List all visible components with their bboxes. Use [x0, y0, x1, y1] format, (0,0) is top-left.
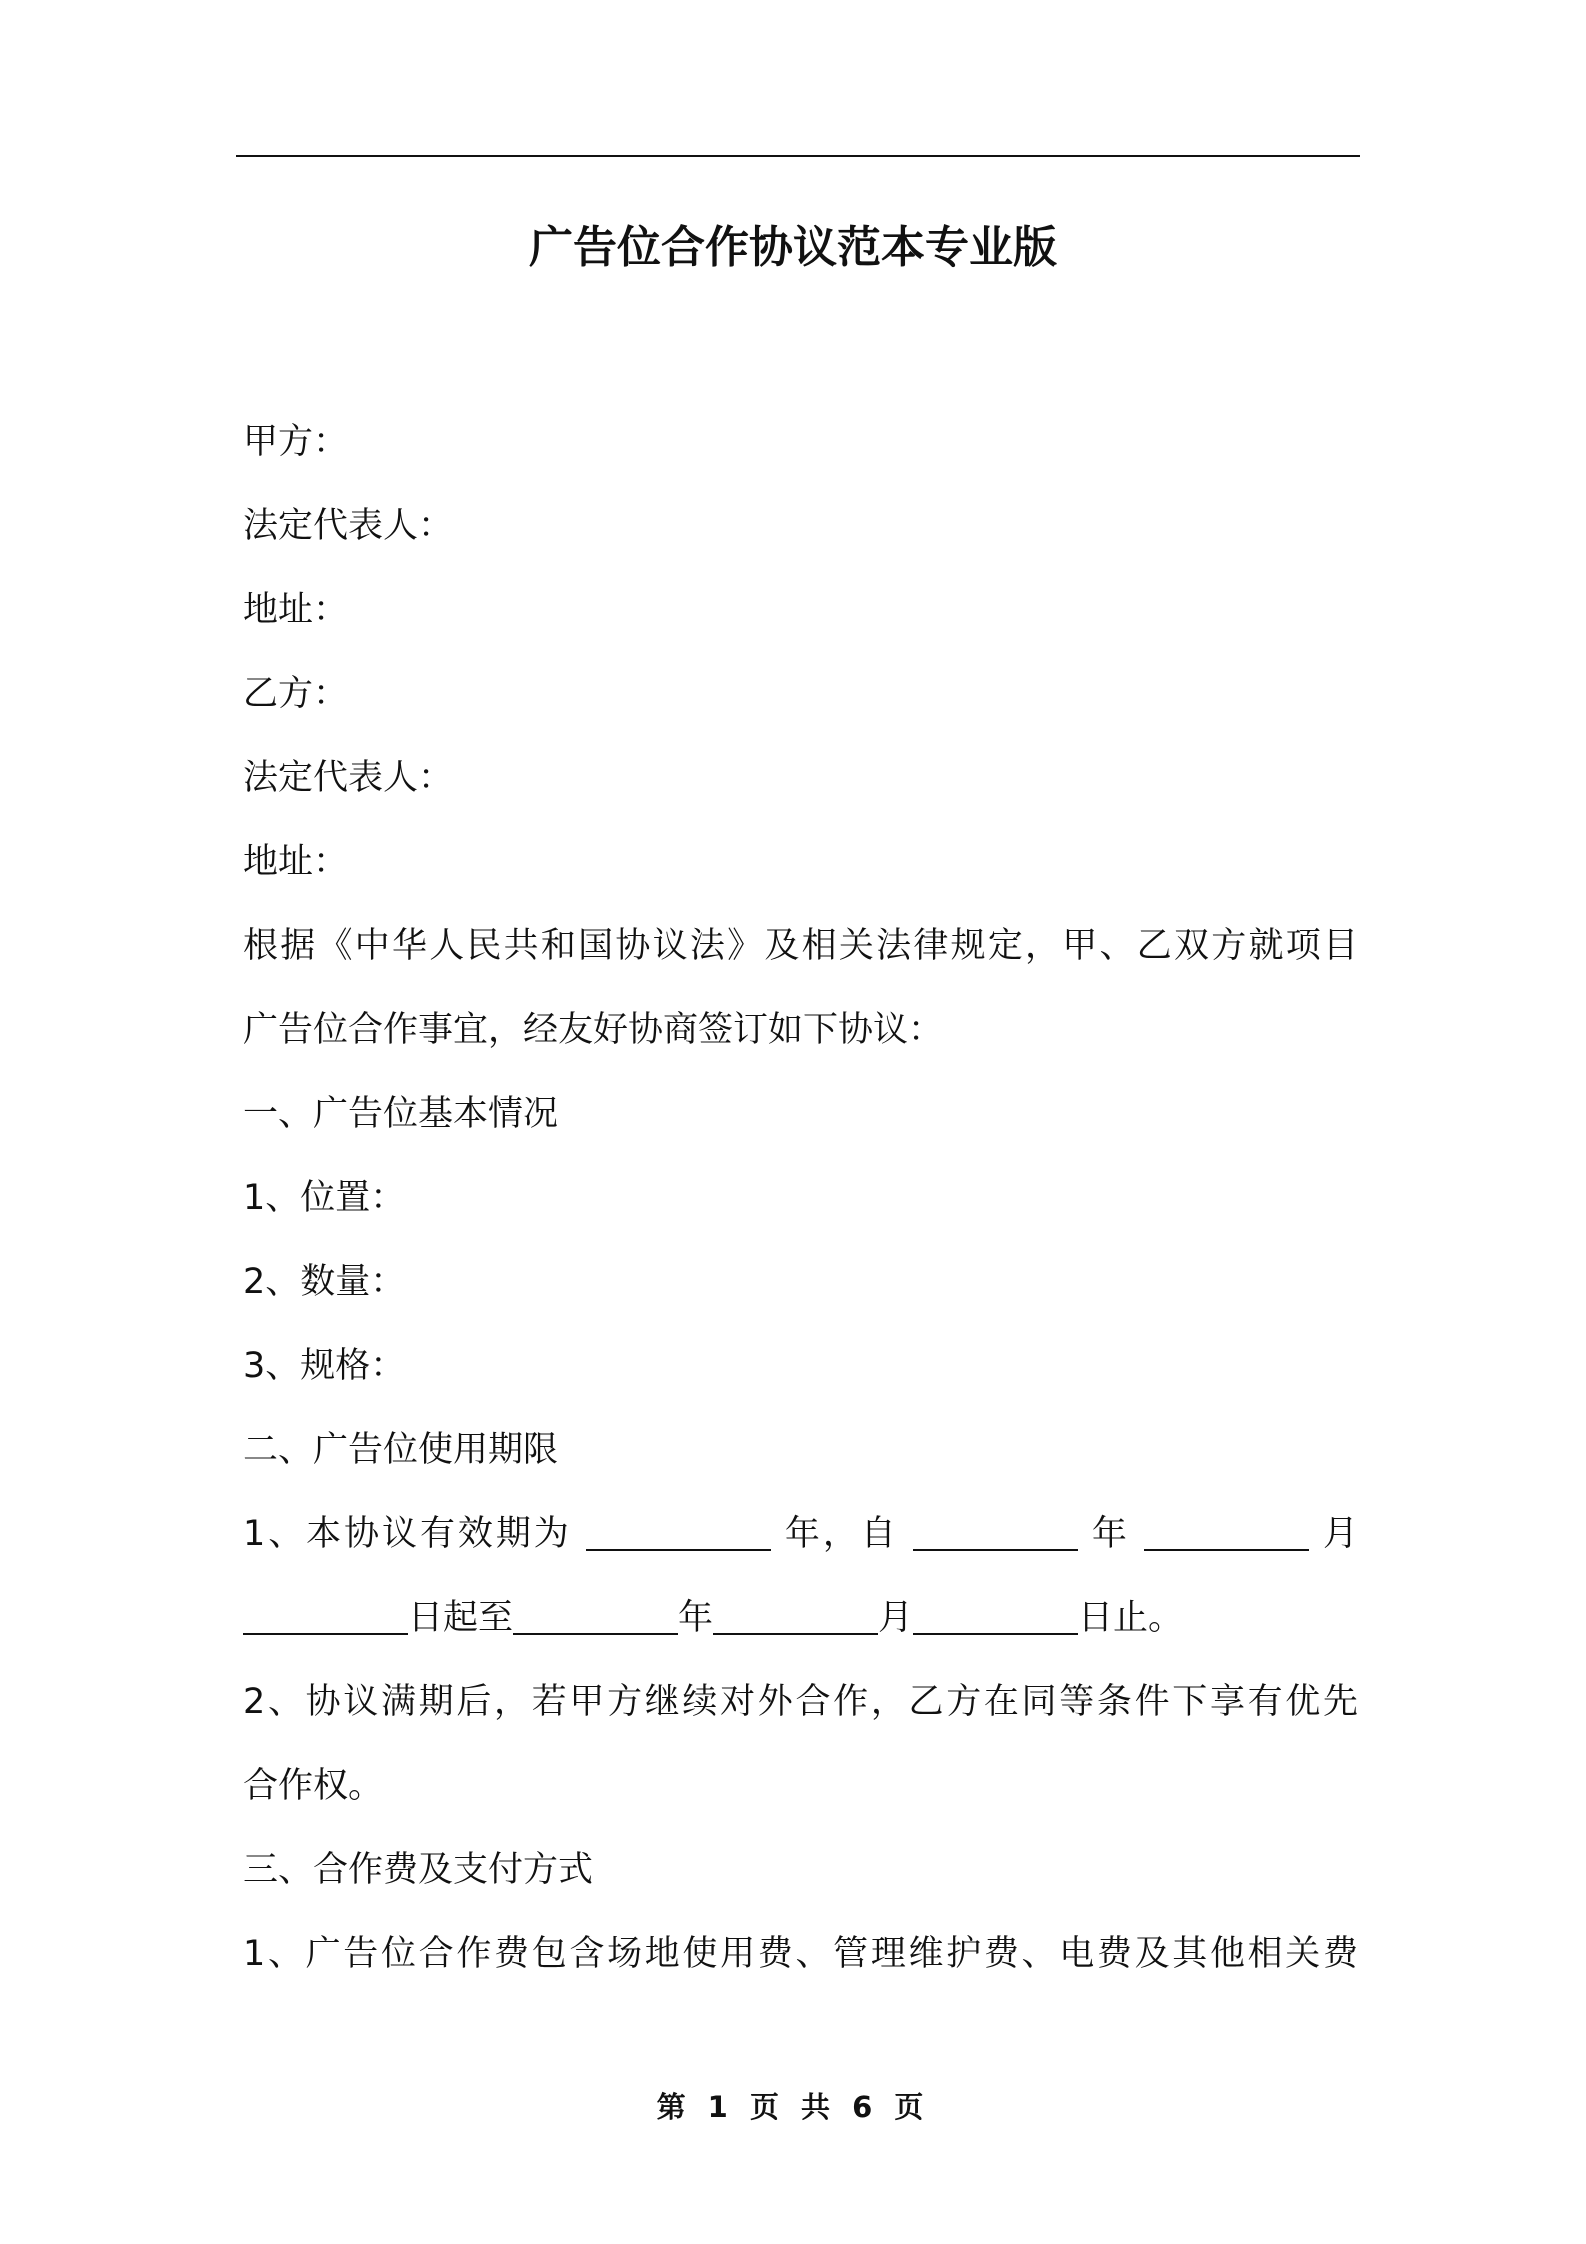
document-body — [243, 400, 1358, 1996]
term-line-1 — [243, 1492, 1358, 1576]
term-prefix: 1、本协议有效期为 — [243, 1514, 572, 1554]
preamble-line-2: 广告位合作事宜，经友好协商签订如下协议： — [243, 1010, 944, 1050]
item-quantity: 2、数量： — [243, 1262, 406, 1302]
party-b-label: 乙方： — [243, 674, 349, 714]
term-start-year-unit: 年 — [1091, 1514, 1130, 1554]
blank-end-year-field[interactable] — [513, 1603, 678, 1635]
renewal-line-1: 2、协议满期后，若甲方继续对外合作，乙方在同等条件下享有优先 — [243, 1682, 1358, 1722]
term-end-year-unit: 年 — [678, 1598, 714, 1638]
document-title: 广告位合作协议范本专业版 — [529, 222, 1057, 273]
party-b-representative-label: 法定代表人： — [243, 758, 454, 798]
term-line-2 — [243, 1576, 1358, 1660]
blank-start-day-field[interactable] — [243, 1603, 408, 1635]
blank-years-field[interactable] — [586, 1519, 771, 1551]
fee-line-1: 1、广告位合作费包含场地使用费、管理维护费、电费及其他相关费 — [243, 1934, 1358, 1974]
term-end-month-unit: 月 — [878, 1598, 914, 1638]
preamble-line-1: 根据《中华人民共和国协议法》及相关法律规定，甲、乙双方就项目 — [243, 926, 1358, 966]
blank-start-year-field[interactable] — [913, 1519, 1078, 1551]
term-end-day-unit: 日止。 — [1078, 1598, 1184, 1638]
renewal-line-2: 合作权。 — [243, 1766, 384, 1806]
section-3-heading: 三、合作费及支付方式 — [243, 1850, 594, 1890]
blank-end-month-field[interactable] — [713, 1603, 878, 1635]
header-rule — [236, 155, 1360, 157]
party-b-address-label: 地址： — [243, 842, 349, 882]
section-2-heading: 二、广告位使用期限 — [243, 1430, 559, 1470]
term-year-from: 年，自 — [784, 1514, 899, 1554]
page-footer: 第 1 页 共 6 页 — [656, 2090, 930, 2124]
party-a-representative-label: 法定代表人： — [243, 506, 454, 546]
term-start-month-unit: 月 — [1322, 1514, 1358, 1554]
party-a-label: 甲方： — [243, 422, 349, 462]
item-specification: 3、规格： — [243, 1346, 406, 1386]
party-a-address-label: 地址： — [243, 590, 349, 630]
section-1-heading: 一、广告位基本情况 — [243, 1094, 559, 1134]
blank-start-month-field[interactable] — [1144, 1519, 1309, 1551]
item-location: 1、位置： — [243, 1178, 406, 1218]
term-day-until: 日起至 — [408, 1598, 514, 1638]
blank-end-day-field[interactable] — [913, 1603, 1078, 1635]
